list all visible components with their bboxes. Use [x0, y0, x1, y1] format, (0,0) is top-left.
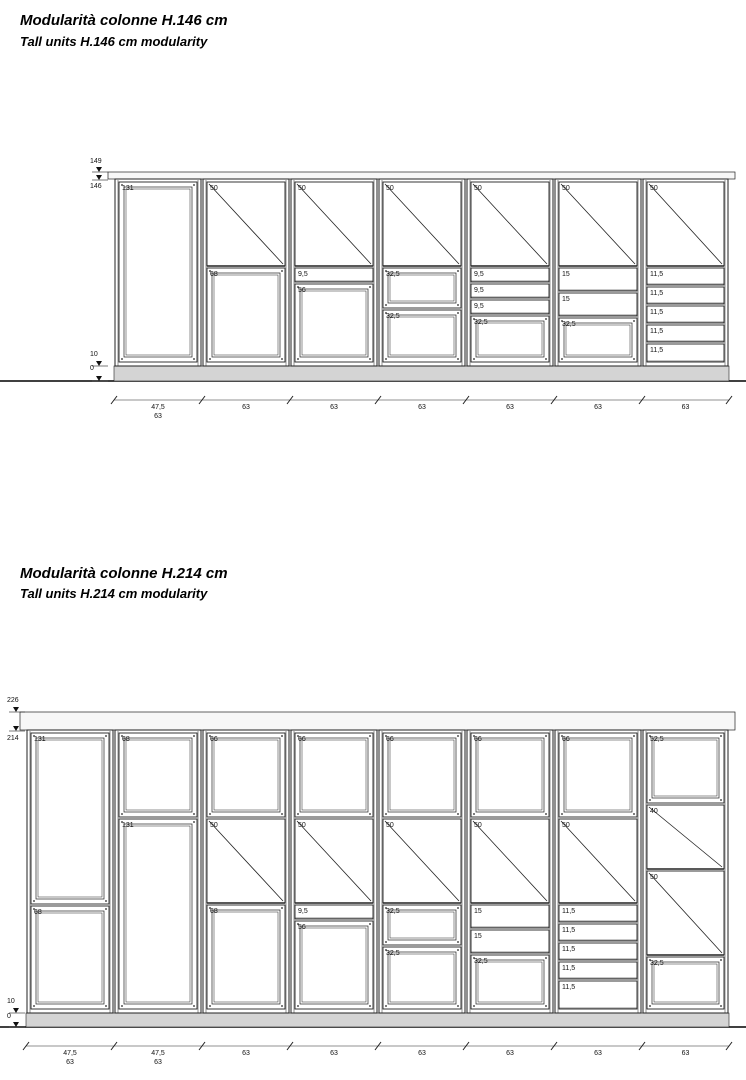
sub-width-label: 63 — [154, 413, 162, 420]
door-front — [471, 733, 549, 817]
part-label: 66 — [474, 736, 482, 743]
hinge-dot — [633, 320, 635, 322]
part-label: 66 — [562, 736, 570, 743]
part-label: 32,5 — [386, 908, 400, 915]
hinge-dot — [281, 907, 283, 909]
hinge-dot — [545, 813, 547, 815]
part-label: 68 — [210, 908, 218, 915]
width-label: 63 — [330, 1050, 338, 1057]
part-label: 32,5 — [386, 313, 400, 320]
part-label: 9,5 — [298, 908, 308, 915]
section-1-title-it: Modularità colonne H.146 cm — [20, 12, 228, 29]
part-label: 131 — [34, 736, 46, 743]
width-label: 63 — [681, 404, 690, 411]
hinge-dot — [193, 813, 195, 815]
door-front — [31, 733, 109, 904]
top-cap — [108, 172, 735, 179]
hinge-dot — [457, 949, 459, 951]
part-label: 11,5 — [562, 946, 576, 953]
part-label: 56 — [298, 287, 306, 294]
part-label: 66 — [210, 736, 218, 743]
sub-width-label: 63 — [154, 1059, 162, 1066]
hinge-dot — [649, 799, 651, 801]
hinge-dot — [193, 821, 195, 823]
width-label: 63 — [506, 404, 514, 411]
hinge-dot — [457, 735, 459, 737]
part-label: 50 — [298, 822, 306, 829]
hinge-dot — [281, 1005, 283, 1007]
part-label: 50 — [562, 822, 570, 829]
flap-front — [471, 930, 549, 953]
hinge-dot — [457, 358, 459, 360]
section-1-title-en: Tall units H.146 cm modularity — [20, 34, 208, 49]
level-label: 0 — [90, 365, 94, 372]
hinge-dot — [457, 1005, 459, 1007]
hinge-dot — [121, 813, 123, 815]
part-label: 11,5 — [562, 984, 576, 991]
width-label: 63 — [681, 1050, 690, 1057]
section-2-title-en: Tall units H.214 cm modularity — [20, 586, 208, 601]
width-label: 63 — [418, 1050, 426, 1057]
sub-width-label: 63 — [66, 1059, 74, 1066]
part-label: 50 — [386, 822, 394, 829]
door-front — [207, 733, 285, 817]
hinge-dot — [385, 941, 387, 943]
level-marker — [13, 726, 19, 731]
part-label: 15 — [562, 271, 570, 278]
hinge-dot — [193, 735, 195, 737]
part-label: 68 — [122, 736, 130, 743]
hinge-dot — [297, 1005, 299, 1007]
part-label: 32,5 — [562, 321, 576, 328]
hinge-dot — [385, 1005, 387, 1007]
hinge-dot — [281, 735, 283, 737]
part-label: 9,5 — [474, 271, 484, 278]
part-label: 15 — [474, 933, 482, 940]
width-label: 63 — [506, 1050, 514, 1057]
hinge-dot — [385, 358, 387, 360]
hinge-dot — [633, 735, 635, 737]
door-front — [383, 733, 461, 817]
part-label: 56 — [298, 924, 306, 931]
part-label: 11,5 — [650, 347, 664, 354]
hinge-dot — [369, 358, 371, 360]
hinge-dot — [385, 813, 387, 815]
hinge-dot — [121, 358, 123, 360]
part-label: 11,5 — [650, 309, 664, 316]
part-label: 50 — [298, 185, 306, 192]
hinge-dot — [281, 270, 283, 272]
hinge-dot — [633, 813, 635, 815]
door-front — [119, 733, 197, 817]
part-label: 15 — [562, 296, 570, 303]
width-label: 63 — [418, 404, 426, 411]
hinge-dot — [457, 941, 459, 943]
hinge-dot — [720, 1005, 722, 1007]
width-label: 47,5 — [151, 404, 165, 411]
level-marker — [13, 1022, 19, 1027]
part-label: 11,5 — [650, 271, 664, 278]
part-label: 68 — [210, 271, 218, 278]
level-marker — [96, 376, 102, 381]
hinge-dot — [105, 1005, 107, 1007]
top-cap — [20, 712, 735, 730]
part-label: 32,5 — [650, 960, 664, 967]
hinge-dot — [545, 318, 547, 320]
hinge-dot — [473, 813, 475, 815]
door-front — [207, 905, 285, 1009]
part-label: 32,5 — [386, 950, 400, 957]
level-marker — [96, 175, 102, 180]
hinge-dot — [105, 908, 107, 910]
part-label: 9,5 — [474, 287, 484, 294]
plinth — [114, 366, 729, 381]
part-label: 50 — [650, 185, 658, 192]
hinge-dot — [369, 813, 371, 815]
part-label: 50 — [474, 185, 482, 192]
width-label: 47,5 — [151, 1050, 165, 1057]
hinge-dot — [457, 813, 459, 815]
hinge-dot — [385, 304, 387, 306]
door-front — [559, 733, 637, 817]
hinge-dot — [33, 900, 35, 902]
door-front — [207, 268, 285, 362]
door-front — [31, 906, 109, 1009]
level-label: 0 — [7, 1013, 11, 1020]
hinge-dot — [720, 959, 722, 961]
hinge-dot — [105, 900, 107, 902]
flap-front — [471, 905, 549, 928]
part-label: 9,5 — [298, 271, 308, 278]
level-label: 146 — [90, 183, 102, 190]
hinge-dot — [473, 358, 475, 360]
part-label: 50 — [210, 185, 218, 192]
hinge-dot — [720, 735, 722, 737]
hinge-dot — [121, 1005, 123, 1007]
hinge-dot — [193, 1005, 195, 1007]
level-label: 226 — [7, 697, 19, 704]
width-label: 47,5 — [63, 1050, 77, 1057]
part-label: 68 — [34, 909, 42, 916]
level-label: 214 — [7, 735, 19, 742]
part-label: 50 — [650, 874, 658, 881]
hinge-dot — [281, 813, 283, 815]
door-front — [295, 284, 373, 362]
part-label: 131 — [122, 185, 134, 192]
hinge-dot — [545, 1005, 547, 1007]
level-label: 10 — [7, 998, 15, 1005]
hinge-dot — [545, 957, 547, 959]
hinge-dot — [457, 312, 459, 314]
width-label: 63 — [242, 404, 250, 411]
door-front — [647, 733, 724, 803]
hinge-dot — [209, 813, 211, 815]
hinge-dot — [561, 813, 563, 815]
hinge-dot — [473, 1005, 475, 1007]
width-label: 63 — [594, 404, 602, 411]
part-label: 11,5 — [562, 908, 576, 915]
width-label: 63 — [330, 404, 338, 411]
hinge-dot — [193, 184, 195, 186]
hinge-dot — [369, 286, 371, 288]
plinth — [26, 1013, 729, 1027]
hinge-dot — [457, 907, 459, 909]
hinge-dot — [720, 799, 722, 801]
part-label: 15 — [474, 908, 482, 915]
hinge-dot — [281, 358, 283, 360]
part-label: 52,5 — [650, 736, 664, 743]
part-label: 50 — [210, 822, 218, 829]
width-label: 63 — [242, 1050, 250, 1057]
part-label: 50 — [386, 185, 394, 192]
hinge-dot — [193, 358, 195, 360]
door-front — [119, 182, 197, 362]
hinge-dot — [209, 1005, 211, 1007]
flap-front — [559, 268, 637, 291]
part-label: 131 — [122, 822, 134, 829]
part-label: 32,5 — [474, 958, 488, 965]
hinge-dot — [297, 358, 299, 360]
door-front — [295, 921, 373, 1009]
part-label: 11,5 — [650, 328, 664, 335]
part-label: 40 — [650, 808, 658, 815]
part-label: 9,5 — [474, 303, 484, 310]
hinge-dot — [649, 1005, 651, 1007]
section-2-title-it: Modularità colonne H.214 cm — [20, 565, 228, 582]
door-front — [119, 819, 197, 1009]
part-label: 50 — [562, 185, 570, 192]
level-label: 10 — [90, 351, 98, 358]
hinge-dot — [297, 813, 299, 815]
hinge-dot — [369, 1005, 371, 1007]
hinge-dot — [633, 358, 635, 360]
part-label: 11,5 — [562, 927, 576, 934]
hinge-dot — [457, 270, 459, 272]
level-marker — [96, 167, 102, 172]
level-marker — [96, 361, 102, 366]
level-marker — [13, 1008, 19, 1013]
part-label: 11,5 — [650, 290, 664, 297]
hinge-dot — [369, 923, 371, 925]
part-label: 66 — [386, 736, 394, 743]
hinge-dot — [209, 358, 211, 360]
part-label: 32,5 — [386, 271, 400, 278]
level-marker — [13, 707, 19, 712]
part-label: 66 — [298, 736, 306, 743]
hinge-dot — [33, 1005, 35, 1007]
door-front — [295, 733, 373, 817]
hinge-dot — [545, 735, 547, 737]
width-label: 63 — [594, 1050, 602, 1057]
hinge-dot — [105, 735, 107, 737]
hinge-dot — [369, 735, 371, 737]
part-label: 50 — [474, 822, 482, 829]
level-label: 149 — [90, 158, 102, 165]
hinge-dot — [457, 304, 459, 306]
part-label: 32,5 — [474, 319, 488, 326]
part-label: 11,5 — [562, 965, 576, 972]
flap-front — [559, 293, 637, 316]
hinge-dot — [561, 358, 563, 360]
hinge-dot — [545, 358, 547, 360]
